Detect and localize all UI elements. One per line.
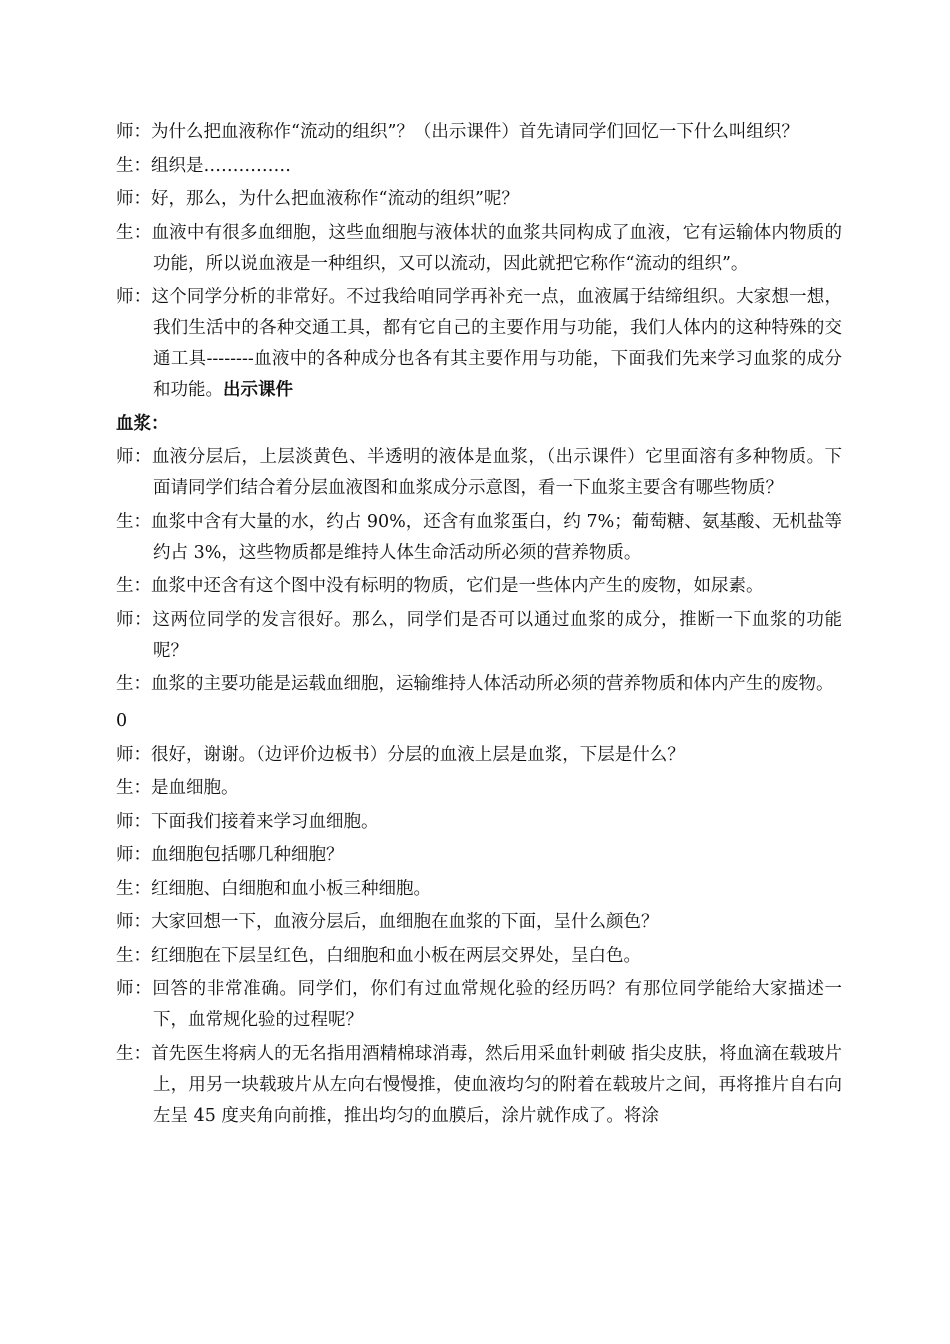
dialogue-paragraph <box>116 605 842 667</box>
dialogue-paragraph <box>116 907 842 938</box>
document-page <box>116 117 842 1134</box>
speaker-label: 生： <box>116 778 151 798</box>
dialogue-paragraph <box>116 669 842 700</box>
dialogue-text: 血细胞包括哪几种细胞？ <box>151 845 344 865</box>
dialogue-text: 好，那么，为什么把血液称作“流动的组织”呢？ <box>151 189 519 209</box>
section-heading-plasma: 血浆： <box>116 413 169 434</box>
dialogue-text: 红细胞在下层呈红色，白细胞和血小板在两层交界处，呈白色。 <box>151 945 641 966</box>
dialogue-paragraph <box>116 442 842 504</box>
page-number: 0 <box>116 711 128 731</box>
dialogue-paragraph <box>116 507 842 569</box>
dialogue-text: 这个同学分析的非常好。不过我给咱同学再补充一点，血液属于结缔组织。大家想一想，我们生活中的各种交通工具，都有它自己的主要作用与功能，我们人体内的这种特殊的交通工具--------血液中的各种成分也各有其主要作用与功能，下面我们先来学习血浆的成分和功能。 <box>151 287 843 400</box>
speaker-label: 生： <box>116 576 151 596</box>
dialogue-paragraph <box>116 773 842 804</box>
dialogue-paragraph <box>116 740 842 771</box>
dialogue-text: 很好，谢谢。（边评价边板书）分层的血液上层是血浆，下层是什么？ <box>151 744 685 765</box>
speaker-label: 师： <box>116 122 151 142</box>
dialogue-paragraph <box>116 282 842 406</box>
dialogue-paragraph <box>116 974 842 1036</box>
dialogue-text: 是血细胞。 <box>151 778 239 798</box>
speaker-label: 师： <box>116 447 152 467</box>
dialogue-text: 血浆的主要功能是运载血细胞，运输维持人体活动所必须的营养物质和体内产生的废物。 <box>151 674 834 694</box>
dialogue-text: 大家回想一下，血液分层后，血细胞在血浆的下面，呈什么颜色？ <box>151 912 659 932</box>
speaker-label: 生： <box>116 1043 152 1064</box>
dialogue-text: 下面我们接着来学习血细胞。 <box>151 811 379 832</box>
speaker-label: 生： <box>116 878 151 899</box>
dialogue-paragraph <box>116 184 842 215</box>
dialogue-text: 回答的非常准确。同学们，你们有过血常规化验的经历吗？有那位同学能给大家描述一下，血常规化验的过程呢？ <box>152 979 843 1030</box>
dialogue-text: 血液分层后，上层淡黄色、半透明的液体是血浆，（出示课件）它里面溶有多种物质。下面请同学们结合着分层血液图和血浆成分示意图，看一下血浆主要含有哪些物质？ <box>151 447 843 498</box>
speaker-label: 师： <box>116 189 151 209</box>
speaker-label: 师： <box>116 811 151 832</box>
speaker-label: 生： <box>116 222 152 243</box>
speaker-label: 师： <box>116 609 153 630</box>
speaker-label: 生： <box>116 511 152 532</box>
dialogue-paragraph <box>116 840 842 871</box>
dialogue-paragraph <box>116 117 842 148</box>
speaker-label: 师： <box>116 979 153 999</box>
dialogue-paragraph <box>116 571 842 602</box>
dialogue-paragraph <box>116 807 842 838</box>
speaker-label: 师： <box>116 744 151 765</box>
dialogue-paragraph <box>116 874 842 905</box>
speaker-label: 生： <box>116 674 151 694</box>
dialogue-paragraph <box>116 151 842 182</box>
dialogue-text: 红细胞、白细胞和血小板三种细胞。 <box>151 878 431 899</box>
courseware-note: 出示课件 <box>223 380 293 400</box>
dialogue-text: 首先医生将病人的无名指用酒精棉球消毒，然后用采血针刺破 指尖皮肤，将血滴在载玻片上，用另一块载玻片从左向右慢慢推，使血液均匀的附着在载玻片之间，再将推片自右向左呈 45 度夹角向前推，推出均匀的血膜后，涂片就作成了。将涂 <box>151 1043 843 1126</box>
speaker-label: 师： <box>116 287 152 307</box>
dialogue-text: 血液中有很多血细胞，这些血细胞与液体状的血浆共同构成了血液，它有运输体内物质的功能，所以说血液是一种组织，又可以流动，因此就把它称作“流动的组织”。 <box>151 222 843 274</box>
speaker-label: 生： <box>116 155 151 176</box>
dialogue-text: 组织是…………… <box>151 155 291 176</box>
dialogue-text: 这两位同学的发言很好。那么，同学们是否可以通过血浆的成分，推断一下血浆的功能呢？ <box>152 609 843 661</box>
speaker-label: 生： <box>116 945 151 966</box>
dialogue-text: 血浆中含有大量的水，约占 90%，还含有血浆蛋白，约 7%；葡萄糖、氨基酸、无机盐等约占 3%，这些物质都是维持人体生命活动所必须的营养物质。 <box>151 511 842 563</box>
dialogue-text: 为什么把血液称作“流动的组织”？（出示课件）首先请同学们回忆一下什么叫组织？ <box>151 122 799 142</box>
dialogue-paragraph <box>116 218 842 280</box>
dialogue-text: 血浆中还含有这个图中没有标明的物质，它们是一些体内产生的废物，如尿素。 <box>151 576 764 596</box>
speaker-label: 师： <box>116 845 151 865</box>
dialogue-paragraph <box>116 941 842 972</box>
speaker-label: 师： <box>116 912 151 932</box>
dialogue-paragraph <box>116 1039 842 1132</box>
